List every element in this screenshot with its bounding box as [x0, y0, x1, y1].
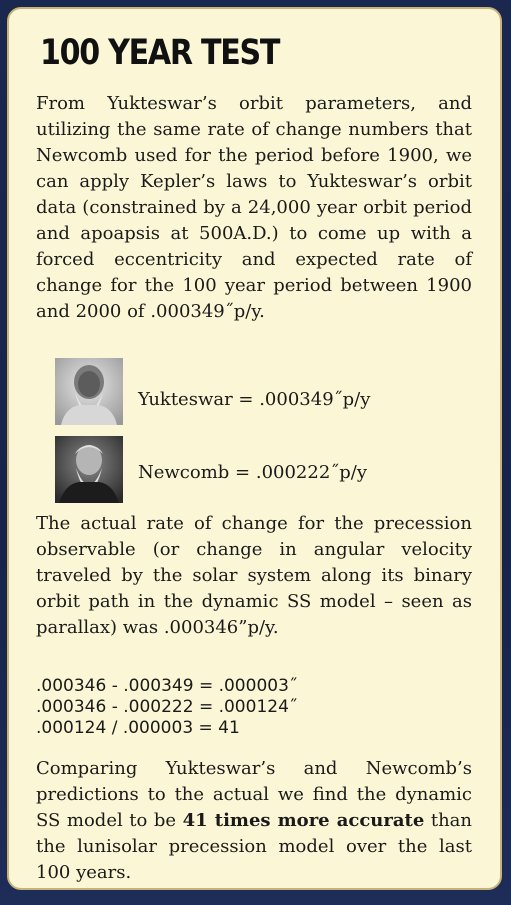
page-title: 100 YEAR TEST: [40, 33, 280, 73]
newcomb-portrait: [55, 436, 123, 503]
conclusion-emphasis: 41 times more accurate: [182, 810, 425, 831]
yukteswar-rate: Yukteswar = .000349˝p/y: [138, 389, 371, 410]
actual-paragraph: The actual rate of change for the precession observable (or change in angular velocity traveled by the solar system along its binary orbit path in the dynamic SS model – seen as parallax) was .000346”p/y.: [36, 513, 472, 638]
conclusion-text: Comparing Yukteswar’s and Newcomb’s predictions to the actual we find the dynamic SS model to be: [36, 758, 472, 831]
calculation-line: .000124 / .000003 = 41: [36, 718, 240, 738]
conclusion-paragraph: [36, 756, 472, 886]
intro-paragraph: From Yukteswar’s orbit parameters, and utilizing the same rate of change numbers that Newcomb used for the period before 1900, we can apply Kepler’s laws to Yukteswar’s orbit data (constrained by a 24,000 year orbit period and apoapsis at 500A.D.) to come up with a forced eccentricity and expected rate of change for the 100 year period between 1900 and 2000 of .000349˝p/y.: [36, 93, 472, 322]
calculation-block: [36, 676, 476, 739]
newcomb-rate: Newcomb = .000222˝p/y: [138, 462, 368, 483]
conclusion-text-end: than the lunisolar precession model over the last 100 years.: [36, 810, 473, 883]
calculation-line: .000346 - .000222 = .000124˝: [36, 697, 298, 717]
yukteswar-portrait: [55, 358, 123, 425]
calculation-line: .000346 - .000349 = .000003˝: [36, 676, 298, 696]
